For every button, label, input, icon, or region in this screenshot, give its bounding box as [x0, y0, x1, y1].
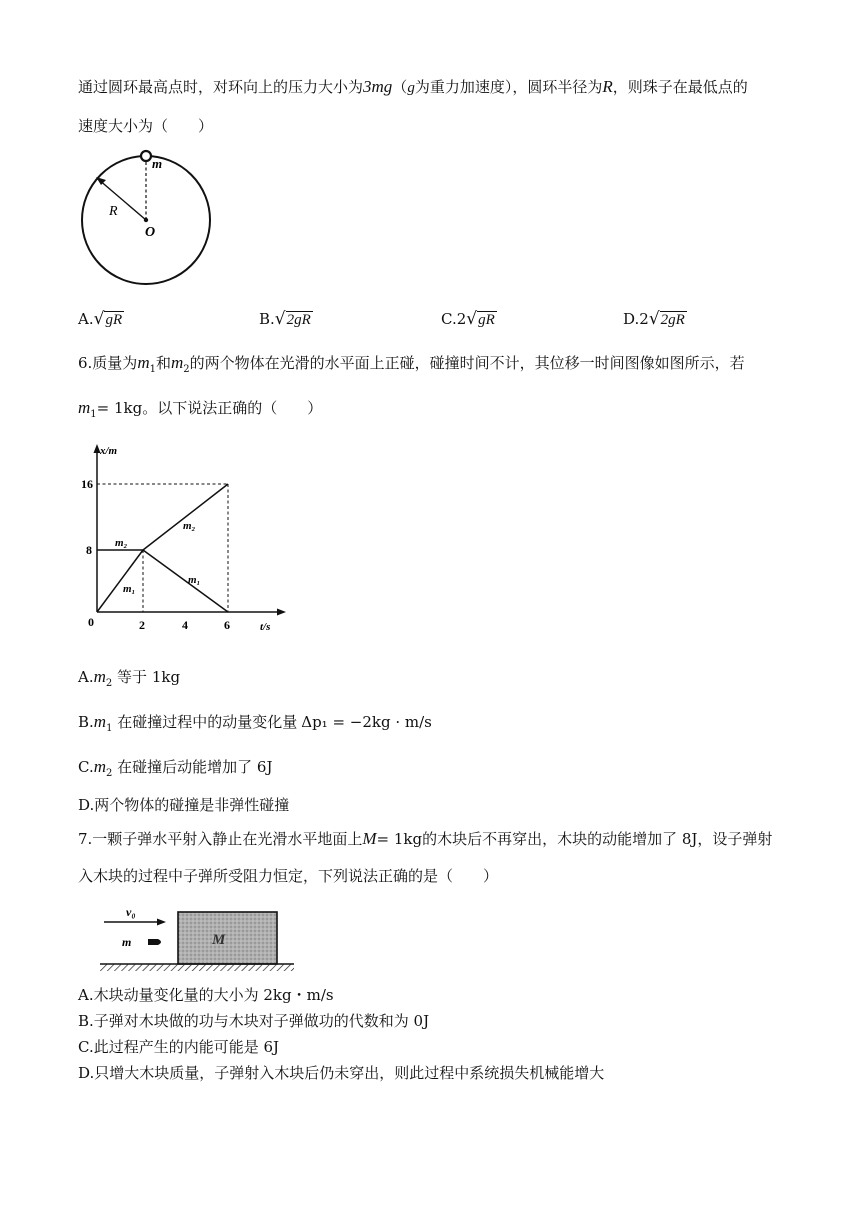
label-m1-before: m₁ — [123, 583, 136, 595]
q6-eq: = 1kg — [96, 399, 143, 417]
q7-line-2: 入木块的过程中子弹所受阻力恒定，下列说法正确的是（ ） — [78, 867, 499, 885]
fig-R-label: R — [109, 204, 118, 219]
q6-line-1 — [78, 353, 745, 380]
q6-text-3: 。以下说法正确的（ ） — [142, 399, 323, 417]
q5-option-d — [623, 309, 687, 330]
q6-m1-again: m — [78, 398, 91, 417]
label-m2-before: m₂ — [115, 537, 128, 549]
q5-option-a — [78, 309, 124, 330]
q6-option-c — [78, 757, 272, 784]
q7-bullet-block-figure — [98, 902, 298, 978]
q5-option-b — [259, 309, 313, 330]
coef: 2 — [639, 310, 649, 328]
bullet — [148, 939, 161, 945]
ytick-8: 8 — [86, 543, 92, 557]
q7-text-2: 的木块后不再穿出，木块的动能增加了 8J，设子弹射 — [422, 830, 773, 848]
q7-text: 7.一颗子弹水平射入静止在光滑水平地面上 — [78, 830, 363, 848]
m1-before-line — [97, 550, 143, 612]
q5-g: g — [407, 80, 415, 96]
fig-m-label: m — [152, 156, 163, 171]
xtick-4: 4 — [182, 618, 188, 632]
sqrt-sign: √ — [93, 309, 105, 329]
radicand: 2gR — [286, 312, 311, 328]
q6-sub2: 2 — [183, 364, 190, 375]
label-m1-after: m₁ — [188, 574, 201, 586]
xtick-2: 2 — [139, 618, 145, 632]
q7-option-a: A.木块动量变化量的大小为 2kg・m/s — [78, 986, 334, 1004]
q5-text: 通过圆环最高点时，对环向上的压力大小为 — [78, 78, 364, 96]
q5-line-1 — [78, 77, 748, 98]
option-letter: D. — [78, 796, 95, 814]
bead — [141, 151, 151, 161]
q5-line-2: 速度大小为（ ） — [78, 117, 214, 135]
fig-v0-label: v₀ — [126, 905, 136, 919]
option-letter: C. — [441, 310, 457, 328]
center-dot — [144, 218, 148, 222]
option-text: 在碰撞后动能增加了 6J — [117, 758, 273, 776]
option-letter: D. — [623, 310, 640, 328]
q5-text-3: ，则珠子在最低点的 — [612, 78, 748, 96]
q5-ring-figure — [78, 148, 218, 293]
q7-option-b: B.子弹对木块做的功与木块对子弹做功的代数和为 0J — [78, 1012, 430, 1030]
xtick-0: 0 — [88, 615, 94, 629]
q7-option-d: D.只增大木块质量，子弹射入木块后仍未穿出，则此过程中系统损失机械能增大 — [78, 1064, 605, 1082]
q6-xt-graph — [78, 436, 308, 636]
ytick-16: 16 — [81, 477, 93, 491]
option-letter: A. — [78, 668, 94, 686]
option-sub: 2 — [106, 768, 113, 779]
coef: 2 — [456, 310, 467, 328]
q7-eq: = 1kg — [376, 830, 423, 848]
fig-block-M-label: M — [212, 932, 226, 948]
q7-M: M — [362, 829, 377, 848]
q7-option-c: C.此过程产生的内能可能是 6J — [78, 1038, 280, 1056]
fig-bullet-m-label: m — [122, 935, 132, 949]
sqrt-sign: √ — [648, 309, 660, 329]
option-formula: Δp₁ = −2kg · m/s — [301, 713, 432, 731]
radius-line — [98, 179, 146, 220]
q5-R: R — [602, 77, 613, 96]
q6-option-d — [78, 795, 289, 815]
option-m: m — [93, 667, 106, 686]
option-letter: C. — [78, 758, 94, 776]
label-m2-after: m₂ — [183, 520, 196, 532]
q6-option-a — [78, 667, 180, 694]
q6-and: 和 — [155, 354, 171, 372]
q5-option-c — [441, 309, 497, 330]
sqrt-sign: √ — [466, 309, 478, 329]
velocity-arrowhead — [157, 919, 166, 926]
q6-option-b — [78, 712, 432, 739]
option-text: 在碰撞过程中的动量变化量 — [117, 713, 298, 731]
y-axis-label: x/m — [100, 445, 118, 457]
option-letter: A. — [78, 310, 94, 328]
x-axis-label: t/s — [260, 621, 271, 633]
option-text: 两个物体的碰撞是非弹性碰撞 — [94, 796, 290, 814]
sqrt-sign: √ — [274, 309, 286, 329]
wood-block — [178, 912, 277, 964]
q5-text-2: 为重力加速度），圆环半径为 — [414, 78, 603, 96]
q5-force-3mg: 3mg — [363, 77, 393, 96]
q6-text: 6.质量为 — [78, 354, 138, 372]
radicand: gR — [105, 312, 123, 328]
q6-sub1-again: 1 — [90, 409, 97, 420]
option-m: m — [93, 712, 107, 731]
radicand: gR — [478, 312, 495, 328]
option-letter: B. — [78, 713, 94, 731]
m1-after-line — [143, 550, 228, 612]
q5-paren: （ — [392, 78, 408, 96]
ground-hatch — [100, 964, 294, 971]
q6-sub1: 1 — [149, 364, 156, 375]
option-m: m — [93, 757, 106, 776]
q6-line-2 — [78, 398, 322, 425]
q6-text-2: 的两个物体在光滑的水平面上正碰，碰撞时间不计，其位移一时间图像如图所示，若 — [189, 354, 745, 372]
option-text: 等于 1kg — [117, 668, 181, 686]
q6-m1: m — [137, 353, 150, 372]
fig-O-label: O — [145, 225, 156, 240]
radicand: 2gR — [660, 312, 685, 328]
q6-m2: m — [170, 353, 184, 372]
x-axis-arrow — [277, 609, 286, 616]
option-sub: 1 — [106, 723, 113, 734]
m2-after-line — [143, 484, 228, 550]
q7-line-1 — [78, 829, 772, 849]
option-letter: B. — [259, 310, 275, 328]
option-sub: 2 — [105, 678, 113, 689]
xtick-6: 6 — [224, 618, 230, 632]
